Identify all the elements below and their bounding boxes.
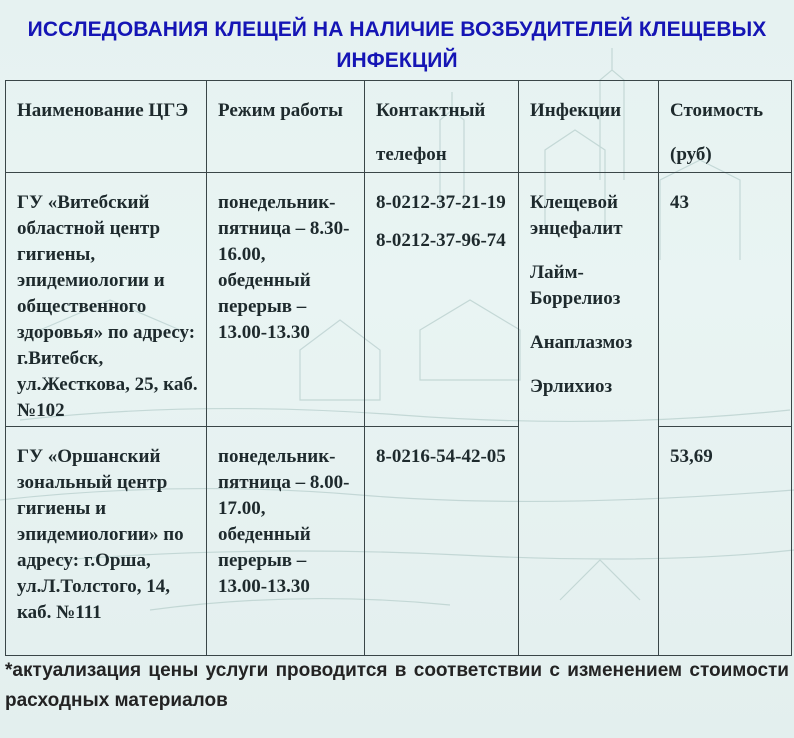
header-phone-line-1: Контактный	[376, 100, 486, 121]
row-2-name: ГУ «Оршанский зональный центр гигиены и эпидемиологии» по адресу: г.Орша, ул.Л.Толстого, 14, каб. №111	[17, 446, 184, 623]
row-1-phone-2: 8-0212-37-96-74	[376, 230, 506, 251]
row-1-phone-cell	[365, 173, 519, 427]
row-2-name-cell	[6, 427, 207, 656]
price-footnote: *актуализация цены услуги проводится в соответствии с изменением стоимости расходных материалов	[5, 660, 789, 711]
row-2-hours-cell	[207, 427, 365, 656]
header-cell-name	[6, 81, 207, 173]
header-cost-line-1: Стоимость	[670, 100, 764, 121]
row-2-cost-cell	[659, 427, 792, 656]
page-title-line-1: ИССЛЕДОВАНИЯ КЛЕЩЕЙ НА НАЛИЧИЕ ВОЗБУДИТЕЛЕЙ КЛЕЩЕВЫХ	[27, 18, 767, 41]
page-title-line-2: ИНФЕКЦИЙ	[336, 49, 458, 72]
row-1-hours: понедельник-пятница – 8.30-16.00, обеденный перерыв – 13.00-13.30	[218, 192, 350, 343]
header-cell-hours	[207, 81, 365, 173]
header-hours: Режим работы	[218, 100, 343, 121]
row-1-cost: 43	[670, 192, 689, 213]
infection-item-1: Клещевой энцефалит	[530, 192, 623, 239]
row-2-cost: 53,69	[670, 446, 713, 467]
header-cell-infections	[519, 81, 659, 173]
row-1-name: ГУ «Витебский областной центр гигиены, эпидемиологии и общественного здоровья» по адресу: г.Витебск, ул.Жесткова, 25, каб. №102	[17, 192, 198, 421]
header-cell-phone	[365, 81, 519, 173]
infection-item-3: Анаплазмоз	[530, 332, 633, 353]
infection-item-4: Эрлихиоз	[530, 376, 613, 397]
row-1-name-cell	[6, 173, 207, 427]
page-title	[0, 14, 794, 76]
table-row	[6, 427, 792, 656]
row-1-cost-cell	[659, 173, 792, 427]
labs-table	[5, 80, 792, 656]
header-infections: Инфекции	[530, 100, 622, 121]
row-2-hours: понедельник-пятница – 8.00-17.00, обеденный перерыв – 13.00-13.30	[218, 446, 350, 597]
header-cost-line-2: (руб)	[670, 144, 712, 165]
header-cell-cost	[659, 81, 792, 173]
row-2-phone-cell	[365, 427, 519, 656]
infection-item-2: Лайм-Боррелиоз	[530, 262, 621, 309]
table-header-row	[6, 81, 792, 173]
header-name: Наименование ЦГЭ	[17, 100, 189, 121]
table-row	[6, 173, 792, 427]
row-2-phone-1: 8-0216-54-42-05	[376, 446, 506, 467]
header-phone-line-2: телефон	[376, 144, 447, 165]
infections-cell	[519, 173, 659, 656]
row-1-hours-cell	[207, 173, 365, 427]
row-1-phone-1: 8-0212-37-21-19	[376, 192, 506, 213]
